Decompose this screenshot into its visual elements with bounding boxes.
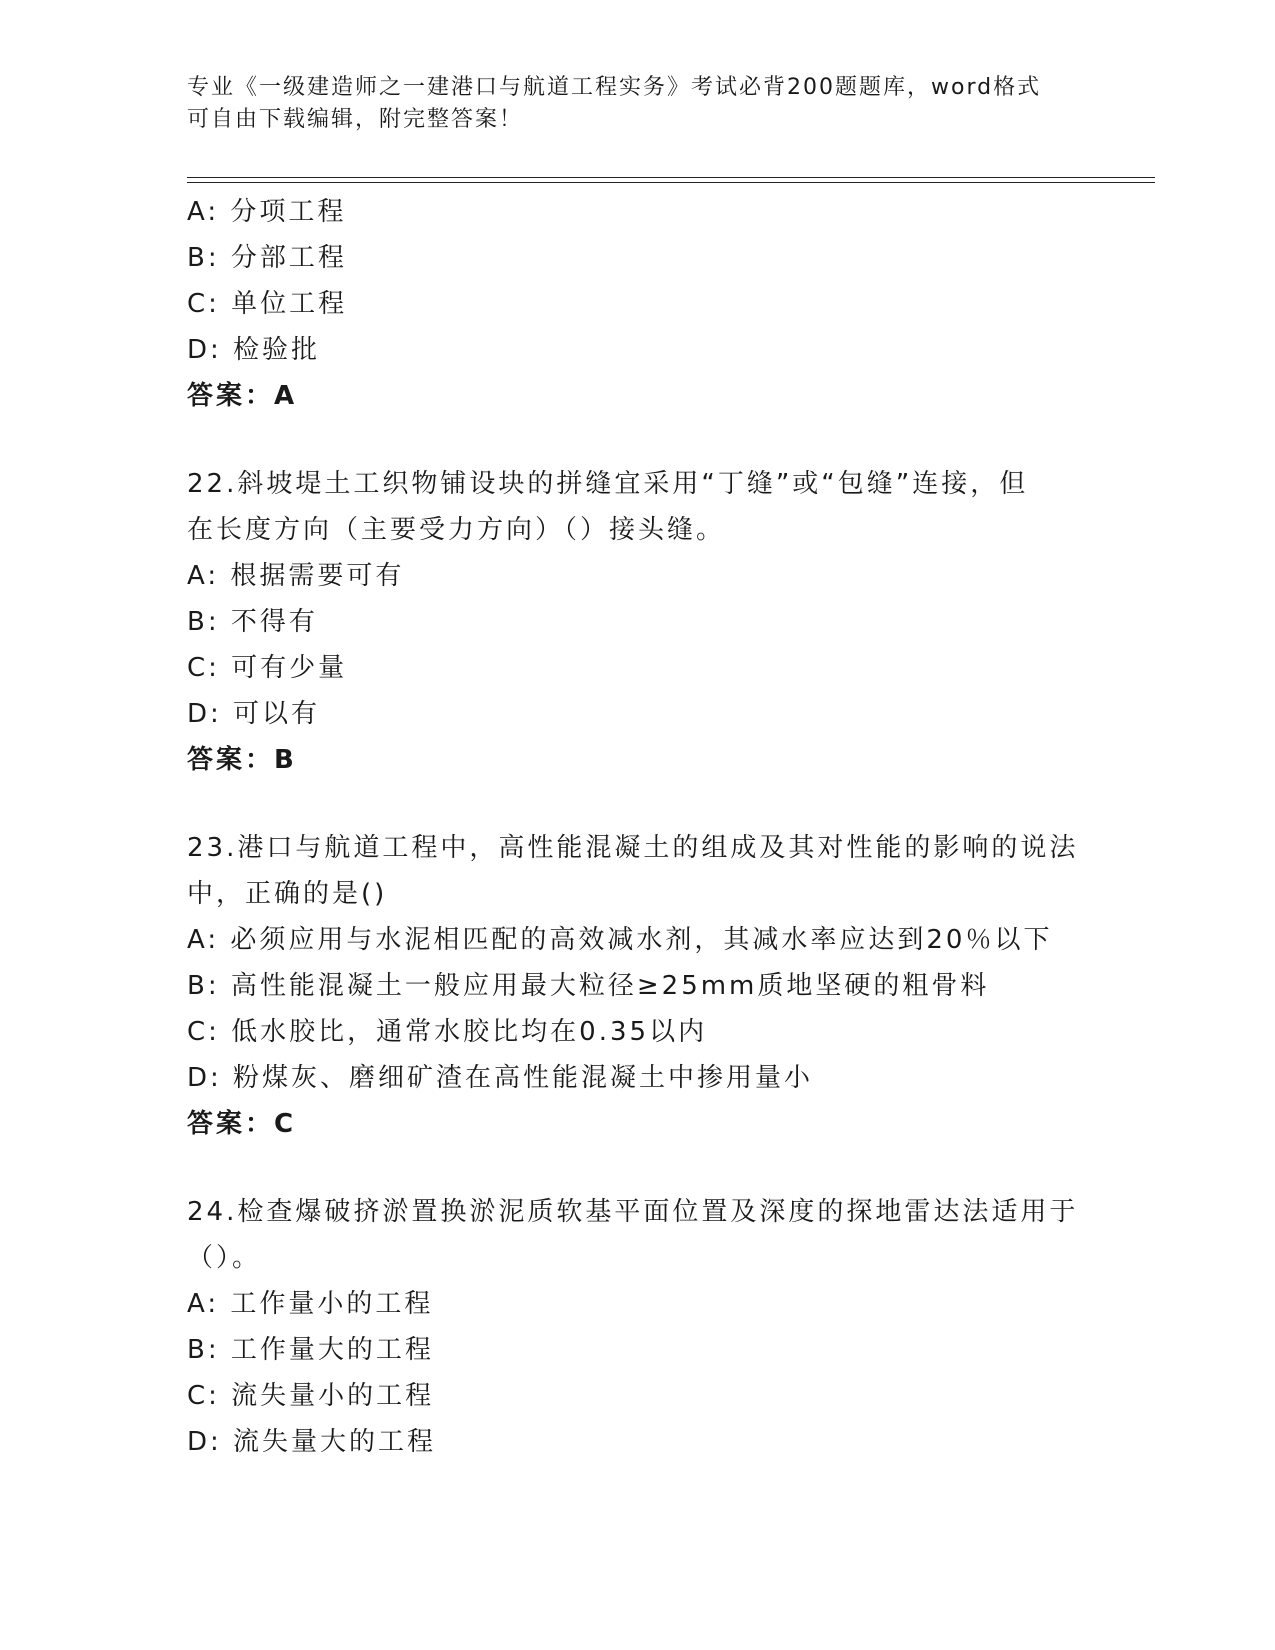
answer: 答案：B xyxy=(187,745,297,775)
option-c: C: 可有少量 xyxy=(187,653,348,683)
question-stem-continued: （）。 xyxy=(187,1243,262,1273)
question-stem-continued: 在长度方向（主要受力方向）（）接头缝。 xyxy=(187,515,726,545)
header-line-2: 可自由下载编辑，附完整答案！ xyxy=(187,107,524,132)
option-b: B: 高性能混凝土一般应用最大粒径≥25mm质地坚硬的粗骨料 xyxy=(187,971,990,1001)
option-a: A: 根据需要可有 xyxy=(187,561,405,591)
question-22 xyxy=(187,461,1087,783)
option-c: C: 低水胶比，通常水胶比均在0.35以内 xyxy=(187,1017,708,1047)
question-stem-continued: 中，正确的是() xyxy=(187,879,388,909)
spacer xyxy=(187,419,1087,461)
option-b: B: 分部工程 xyxy=(187,243,347,273)
header-rule-top xyxy=(187,177,1155,178)
spacer xyxy=(187,1147,1087,1189)
option-d: D: 检验批 xyxy=(187,335,321,365)
option-a: A: 分项工程 xyxy=(187,197,347,227)
answer: 答案：A xyxy=(187,381,298,411)
question-24 xyxy=(187,1189,1087,1465)
option-d: D: 流失量大的工程 xyxy=(187,1427,437,1457)
spacer xyxy=(187,783,1087,825)
question-stem: 22.斜坡堤土工织物铺设块的拼缝宜采用“丁缝”或“包缝”连接，但 xyxy=(187,469,1029,499)
option-d: D: 粉煤灰、磨细矿渣在高性能混凝土中掺用量小 xyxy=(187,1063,814,1093)
header-line-1: 专业《一级建造师之一建港口与航道工程实务》考试必背200题题库，word格式 xyxy=(187,75,1042,100)
question-21 xyxy=(187,189,1087,419)
option-b: B: 工作量大的工程 xyxy=(187,1335,434,1365)
option-d: D: 可以有 xyxy=(187,699,321,729)
answer: 答案：C xyxy=(187,1109,297,1139)
header-rule-bottom xyxy=(187,182,1155,183)
option-c: C: 单位工程 xyxy=(187,289,348,319)
option-a: A: 工作量小的工程 xyxy=(187,1289,434,1319)
document-header xyxy=(187,72,1087,136)
question-stem: 24.检查爆破挤淤置换淤泥质软基平面位置及深度的探地雷达法适用于 xyxy=(187,1197,1079,1227)
question-content xyxy=(187,189,1087,1465)
option-c: C: 流失量小的工程 xyxy=(187,1381,435,1411)
question-23 xyxy=(187,825,1087,1147)
option-a: A: 必须应用与水泥相匹配的高效减水剂，其减水率应达到20％以下 xyxy=(187,925,1053,955)
question-stem: 23.港口与航道工程中，高性能混凝土的组成及其对性能的影响的说法 xyxy=(187,833,1079,863)
option-b: B: 不得有 xyxy=(187,607,318,637)
